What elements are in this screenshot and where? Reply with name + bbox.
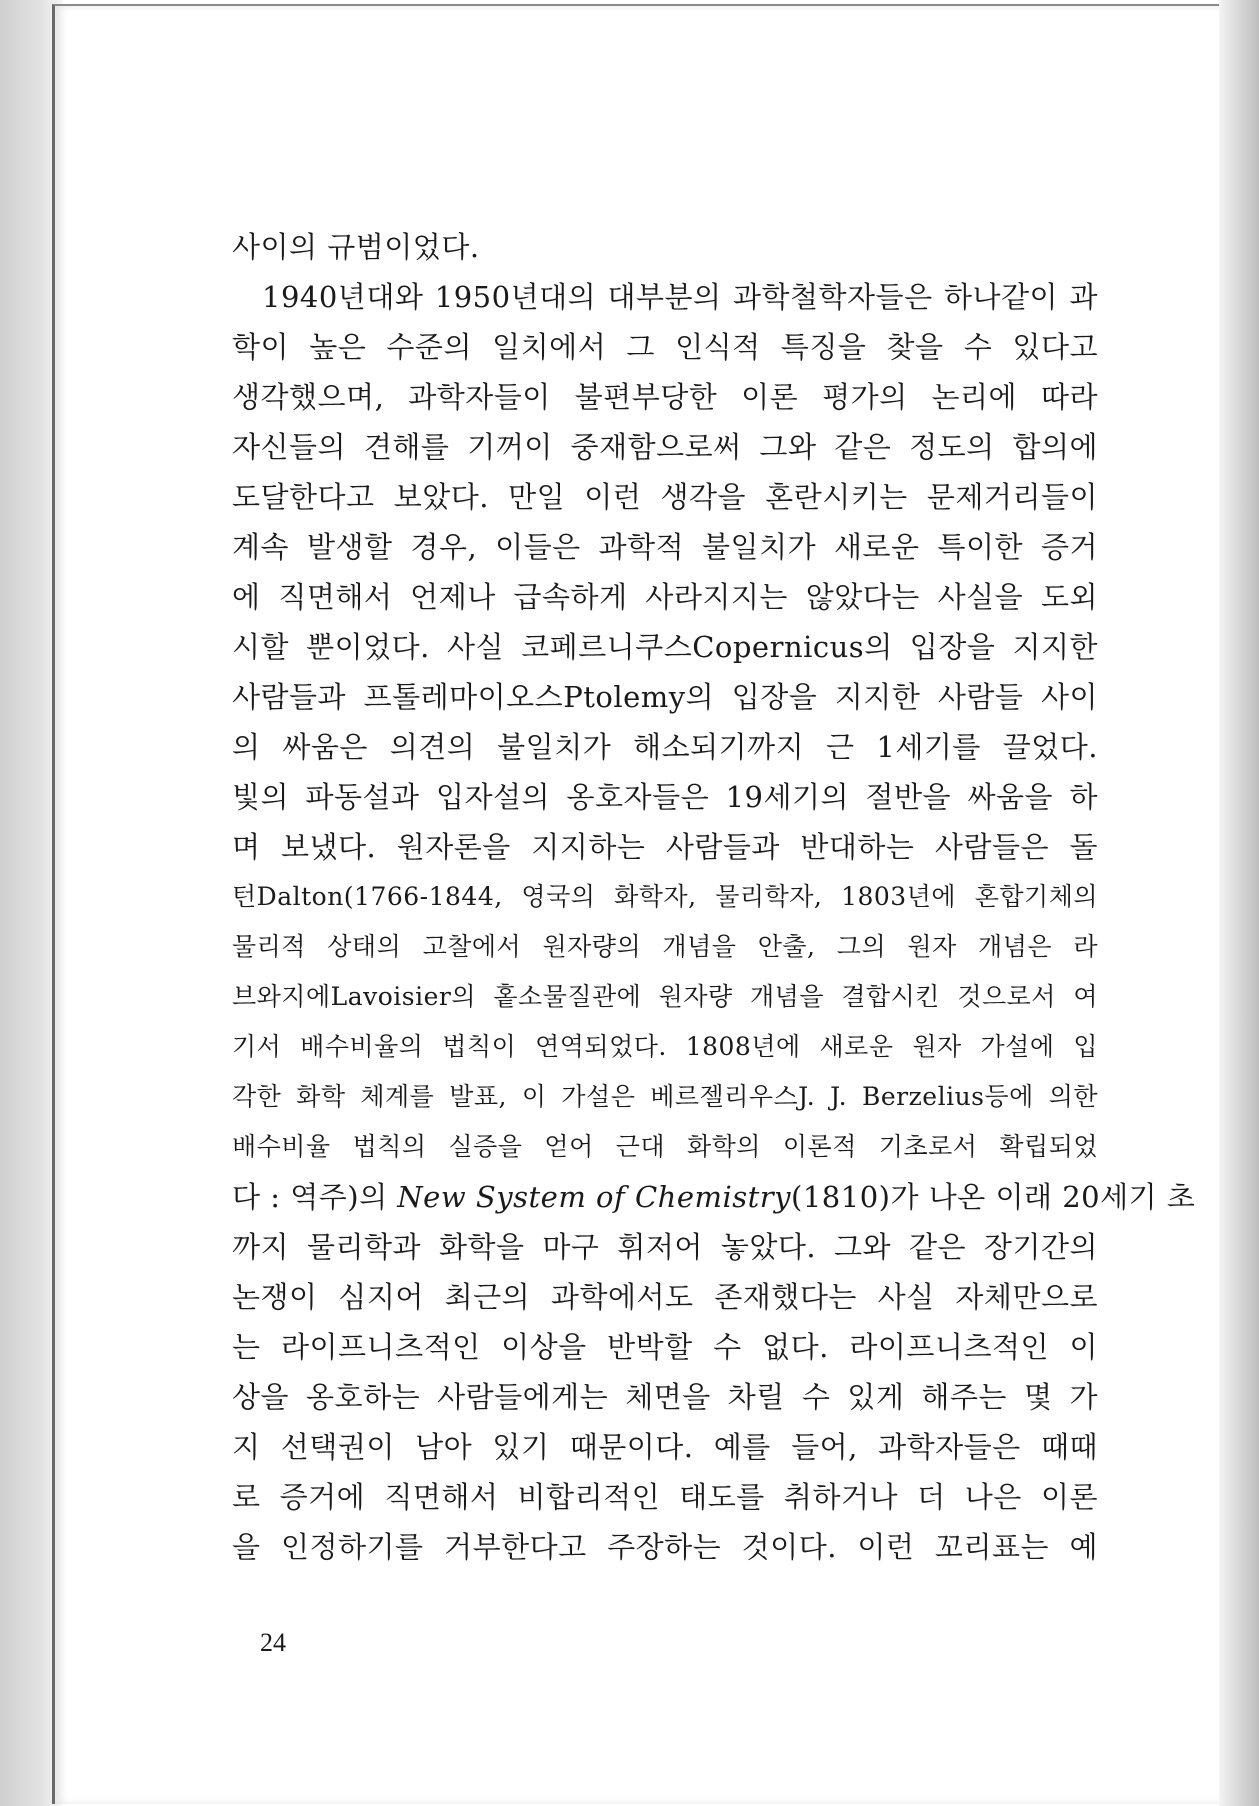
- book-binding-right-edge: [1219, 0, 1259, 1806]
- text-line: 1940년대와 1950년대의 대부분의 과학철학자들은 하나같이 과: [262, 280, 1098, 314]
- text-line: 논쟁이 심지어 최근의 과학에서도 존재했다는 사실 자체만으로: [232, 1280, 1098, 1314]
- text-line-with-book-title: [232, 1172, 1196, 1222]
- text-line: 로 증거에 직면해서 비합리적인 태도를 취하거나 더 나은 이론: [232, 1480, 1098, 1514]
- text-line: 자신들의 견해를 기꺼이 중재함으로써 그와 같은 정도의 합의에: [232, 430, 1098, 464]
- text-line: 의 싸움은 의견의 불일치가 해소되기까지 근 1세기를 끌었다.: [232, 730, 1098, 764]
- translator-note-line: 배수비율 법칙의 실증을 얻어 근대 화학의 이론적 기초로서 확립되었: [232, 1132, 1098, 1161]
- translator-note-line: 기서 배수비율의 법칙이 연역되었다. 1808년에 새로운 원자 가설에 입: [232, 1032, 1098, 1061]
- text-line: 계속 발생할 경우, 이들은 과학적 불일치가 새로운 특이한 증거: [232, 530, 1098, 564]
- text-line: 도달한다고 보았다. 만일 이런 생각을 혼란시키는 문제거리들이: [232, 480, 1098, 514]
- page-number: 24: [260, 1628, 286, 1657]
- text-line: 는 라이프니츠적인 이상을 반박할 수 없다. 라이프니츠적인 이: [232, 1330, 1098, 1364]
- book-title-italic: New System of Chemistry: [397, 1180, 792, 1214]
- text-line: 생각했으며, 과학자들이 불편부당한 이론 평가의 논리에 따라: [232, 380, 1098, 414]
- text-line: 며 보냈다. 원자론을 지지하는 사람들과 반대하는 사람들은 돌: [232, 830, 1098, 864]
- text-line: 시할 뿐이었다. 사실 코페르니쿠스Copernicus의 입장을 지지한: [232, 630, 1098, 664]
- translator-note-line: 턴Dalton(1766-1844, 영국의 화학자, 물리학자, 1803년에 혼합기체의: [232, 882, 1098, 911]
- text-line: 에 직면해서 언제나 급속하게 사라지지는 않았다는 사실을 도외: [232, 580, 1098, 614]
- translator-note-line: 물리적 상태의 고찰에서 원자량의 개념을 안출, 그의 원자 개념은 라: [232, 932, 1098, 961]
- translator-note-line: 각한 화학 체계를 발표, 이 가설은 베르젤리우스J. J. Berzelius등에 의한: [232, 1082, 1098, 1111]
- text-segment: (1810)가 나온 이래 20세기 초: [791, 1180, 1196, 1214]
- text-line: 사이의 규범이었다.: [232, 230, 480, 264]
- text-line: 을 인정하기를 거부한다고 주장하는 것이다. 이런 꼬리표는 예: [232, 1530, 1098, 1564]
- text-line: 빛의 파동설과 입자설의 옹호자들은 19세기의 절반을 싸움을 하: [232, 780, 1098, 814]
- text-segment: 다 : 역주)의: [232, 1180, 398, 1214]
- text-line: 지 선택권이 남아 있기 때문이다. 예를 들어, 과학자들은 때때: [232, 1430, 1098, 1464]
- text-line: 사람들과 프톨레마이오스Ptolemy의 입장을 지지한 사람들 사이: [232, 680, 1098, 714]
- text-line: 상을 옹호하는 사람들에게는 체면을 차릴 수 있게 해주는 몇 가: [232, 1380, 1098, 1414]
- text-line: 학이 높은 수준의 일치에서 그 인식적 특징을 찾을 수 있다고: [232, 330, 1098, 364]
- page-body-text: [232, 222, 1196, 1572]
- text-line: 까지 물리학과 화학을 마구 휘저어 놓았다. 그와 같은 장기간의: [232, 1230, 1098, 1264]
- translator-note-line: 브와지에Lavoisier의 홑소물질관에 원자량 개념을 결합시킨 것으로서 여: [232, 982, 1098, 1011]
